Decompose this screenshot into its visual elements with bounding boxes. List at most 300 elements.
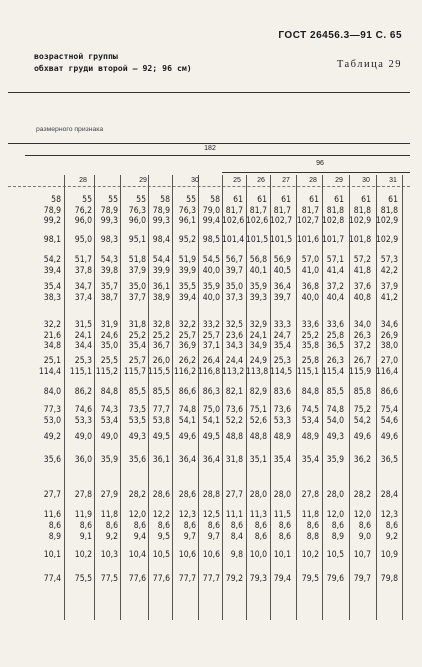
cell-value: 34,6 (380, 320, 398, 330)
cell-value: 95,2 (178, 235, 196, 245)
table-cell (34, 532, 61, 543)
cell-value: 31,5 (74, 320, 92, 330)
cell-value: 61 (257, 195, 267, 205)
table-cell (148, 195, 170, 227)
cell-value: 9,4 (133, 532, 146, 542)
cell-value: 8,6 (48, 520, 61, 531)
cell-value: 49,0 (74, 432, 92, 442)
cell-value: 38,9 (152, 292, 170, 303)
table-cell (34, 195, 61, 227)
table-cell (296, 432, 319, 443)
cell-value: 54,6 (380, 415, 398, 426)
cell-value: 84,8 (100, 387, 118, 397)
cell-value: 24,7 (273, 330, 291, 341)
table-cell (322, 455, 344, 466)
cell-value: 86,2 (74, 387, 92, 397)
table-cell (222, 432, 243, 443)
table-cell (95, 320, 118, 352)
cell-value: 9,1 (79, 532, 92, 542)
table-cell (270, 235, 291, 246)
table-cell (67, 432, 92, 443)
table-cell (95, 532, 118, 543)
table-cell (198, 532, 220, 543)
table-cell (270, 255, 291, 276)
table-cell (67, 532, 92, 543)
cell-value: 25,7 (202, 330, 220, 341)
cell-value: 81,8 (353, 205, 371, 216)
table-cell (246, 532, 267, 543)
cell-value: 31,9 (100, 320, 118, 330)
table-cell (322, 510, 344, 531)
cell-value: 35,9 (202, 282, 220, 292)
cell-value: 39,4 (43, 265, 61, 276)
cell-value: 78,9 (100, 205, 118, 216)
table-cell (222, 550, 243, 561)
cell-value: 25,5 (100, 356, 118, 366)
cell-value: 35,1 (249, 455, 267, 465)
table-cell (296, 490, 319, 501)
table-cell (270, 490, 291, 501)
cell-value: 24,1 (249, 330, 267, 341)
cell-value: 39,7 (273, 292, 291, 303)
cell-value: 36,9 (178, 341, 196, 352)
cell-value: 75,4 (380, 405, 398, 415)
cell-value: 28,4 (380, 490, 398, 500)
cell-value: 78,9 (152, 205, 170, 216)
cell-value: 33,6 (301, 320, 319, 330)
table-cell (120, 387, 146, 398)
cell-value: 41,8 (353, 265, 371, 276)
cell-value: 99,3 (152, 216, 170, 227)
table-cell (120, 490, 146, 501)
table-cell (172, 532, 196, 543)
cell-value: 36,4 (202, 455, 220, 465)
cell-value: 35,5 (178, 282, 196, 292)
table-cell (296, 510, 319, 531)
cell-value: 11,8 (100, 510, 118, 520)
cell-value: 40,0 (202, 292, 220, 303)
cell-value: 96,0 (128, 216, 146, 227)
table-cell (376, 432, 398, 443)
cell-value: 35,6 (128, 455, 146, 465)
table-cell (296, 320, 319, 352)
cell-value: 53,5 (128, 415, 146, 426)
cell-value: 52,6 (249, 415, 267, 426)
cell-value: 115,2 (95, 366, 118, 377)
cell-value: 27,9 (100, 490, 118, 500)
cell-value: 98,5 (202, 235, 220, 245)
cell-value: 8,6 (278, 532, 291, 542)
cell-value: 40,0 (202, 265, 220, 276)
table-cell (222, 532, 243, 543)
cell-value: 113,8 (246, 366, 269, 377)
cell-value: 35,4 (301, 455, 319, 465)
subtitle-line-1: возрастной группы (34, 51, 118, 61)
table-cell (376, 320, 398, 352)
cell-value: 52,2 (225, 415, 243, 426)
table-cell (222, 510, 243, 531)
cell-value: 57,3 (380, 255, 398, 265)
cell-value: 9,0 (358, 532, 371, 542)
table-cell (296, 405, 319, 426)
top-rule (8, 92, 410, 93)
table-cell (198, 574, 220, 585)
table-cell (222, 255, 243, 276)
table-cell (349, 405, 371, 426)
cell-value: 79,0 (202, 205, 220, 216)
cell-value: 8,9 (331, 532, 344, 542)
cell-value: 21,6 (43, 330, 61, 341)
cell-value: 27,7 (225, 490, 243, 500)
cell-value: 53,4 (100, 415, 118, 426)
table-cell (148, 356, 170, 377)
cell-value: 8,6 (254, 520, 267, 531)
table-cell (148, 550, 170, 561)
cell-value: 28,6 (178, 490, 196, 500)
cell-value: 56,9 (273, 255, 291, 265)
cell-value: 41,2 (380, 292, 398, 303)
cell-value: 53,3 (273, 415, 291, 426)
cell-value: 37,8 (74, 265, 92, 276)
cell-value: 73,6 (225, 405, 243, 415)
header-rule-2 (25, 155, 410, 156)
table-cell (198, 282, 220, 303)
cell-value: 35,4 (273, 455, 291, 465)
table-cell (246, 235, 267, 246)
cell-value: 31,8 (128, 320, 146, 330)
table-cell (349, 282, 371, 303)
table-cell (246, 320, 267, 352)
table-cell (376, 550, 398, 561)
table-cell (172, 255, 196, 276)
table-cell (148, 405, 170, 426)
cell-value: 9,7 (207, 532, 220, 542)
table-cell (376, 235, 398, 246)
table-number-label: Таблица 29 (336, 59, 402, 70)
table-cell (148, 235, 170, 246)
cell-value: 10,1 (43, 550, 61, 560)
table-cell (34, 320, 61, 352)
column-header: 31 (389, 177, 397, 184)
table-cell (246, 455, 267, 466)
table-cell (198, 255, 220, 276)
table-cell (246, 405, 267, 426)
chest-96-group-label: 96 (316, 160, 324, 167)
table-cell (95, 510, 118, 531)
cell-value: 36,1 (152, 282, 170, 292)
cell-value: 96,1 (178, 216, 196, 227)
cell-value: 57,0 (301, 255, 319, 265)
cell-value: 25,3 (273, 356, 291, 366)
table-cell (95, 195, 118, 227)
cell-value: 74,5 (301, 405, 319, 415)
table-cell (198, 356, 220, 377)
cell-value: 116,2 (173, 366, 196, 377)
table-cell (172, 356, 196, 377)
table-cell (246, 282, 267, 303)
cell-value: 8,6 (358, 520, 371, 531)
cell-value: 35,9 (326, 455, 344, 465)
cell-value: 75,1 (249, 405, 267, 415)
cell-value: 41,0 (301, 265, 319, 276)
table-cell (120, 320, 146, 352)
cell-value: 81,7 (249, 205, 267, 216)
table-cell (95, 574, 118, 585)
table-cell (376, 356, 398, 377)
column-header: 27 (282, 177, 290, 184)
cell-value: 35,0 (225, 282, 243, 292)
cell-value: 101,4 (222, 235, 245, 245)
cell-value: 49,0 (100, 432, 118, 442)
table-cell (198, 510, 220, 531)
cell-value: 49,5 (152, 432, 170, 442)
cell-value: 83,6 (273, 387, 291, 397)
cell-value: 34,8 (43, 341, 61, 352)
cell-value: 85,5 (128, 387, 146, 397)
cell-value: 37,7 (128, 292, 146, 303)
cell-value: 8,6 (133, 520, 146, 531)
table-cell (222, 405, 243, 426)
cell-value: 28,6 (152, 490, 170, 500)
cell-value: 95,1 (128, 235, 146, 245)
cell-value: 39,7 (225, 265, 243, 276)
cell-value: 37,2 (353, 341, 371, 352)
table-cell (95, 550, 118, 561)
table-cell (270, 574, 291, 585)
cell-value: 79,7 (353, 574, 371, 584)
cell-value: 9,2 (385, 532, 398, 542)
cell-value: 37,9 (128, 265, 146, 276)
table-cell (376, 387, 398, 398)
table-cell (148, 574, 170, 585)
cell-value: 36,5 (326, 341, 344, 352)
table-cell (222, 195, 243, 227)
table-cell (34, 387, 61, 398)
cell-value: 99,2 (43, 216, 61, 227)
table-cell (172, 550, 196, 561)
table-cell (322, 550, 344, 561)
table-cell (270, 550, 291, 561)
cell-value: 102,8 (322, 216, 345, 227)
cell-value: 24,6 (100, 330, 118, 341)
table-cell (95, 405, 118, 426)
table-cell (198, 550, 220, 561)
cell-value: 34,4 (74, 341, 92, 352)
cell-value: 48,8 (249, 432, 267, 442)
table-cell (95, 255, 118, 276)
cell-value: 12,0 (326, 510, 344, 520)
cell-value: 8,6 (157, 520, 170, 531)
cell-value: 79,5 (301, 574, 319, 584)
table-cell (296, 356, 319, 377)
cell-value: 54,1 (202, 415, 220, 426)
cell-value: 81,8 (380, 205, 398, 216)
cell-value: 25,7 (178, 330, 196, 341)
cell-value: 56,7 (225, 255, 243, 265)
column-header: 28 (309, 177, 317, 184)
cell-value: 101,6 (296, 235, 319, 245)
cell-value: 35,4 (43, 282, 61, 292)
cell-value: 55 (136, 195, 146, 205)
cell-value: 26,9 (380, 330, 398, 341)
cell-value: 10,6 (178, 550, 196, 560)
cell-value: 36,2 (353, 455, 371, 465)
cell-value: 26,4 (202, 356, 220, 366)
cell-value: 8,8 (306, 532, 319, 542)
cell-value: 34,0 (353, 320, 371, 330)
cell-value: 49,6 (353, 432, 371, 442)
cell-value: 54,2 (43, 255, 61, 265)
cell-value: 8,6 (385, 520, 398, 531)
cell-value: 10,2 (301, 550, 319, 560)
cell-value: 101,5 (246, 235, 269, 245)
cell-value: 55 (108, 195, 118, 205)
cell-value: 81,7 (301, 205, 319, 216)
table-cell (198, 490, 220, 501)
cell-value: 24,4 (225, 356, 243, 366)
cell-value: 56,8 (249, 255, 267, 265)
cell-value: 53,4 (301, 415, 319, 426)
cell-value: 75,0 (202, 405, 220, 415)
table-cell (120, 255, 146, 276)
cell-value: 61 (309, 195, 319, 205)
cell-value: 74,3 (100, 405, 118, 415)
cell-value: 99,3 (100, 216, 118, 227)
cell-value: 57,1 (326, 255, 344, 265)
cell-value: 86,3 (202, 387, 220, 397)
cell-value: 77,4 (43, 574, 61, 584)
cell-value: 115,9 (349, 366, 372, 377)
table-cell (349, 490, 371, 501)
table-cell (148, 490, 170, 501)
table-cell (198, 387, 220, 398)
table-cell (172, 432, 196, 443)
cell-value: 41,4 (326, 265, 344, 276)
table-cell (120, 356, 146, 377)
column-header: 29 (335, 177, 343, 184)
cell-value: 37,4 (74, 292, 92, 303)
table-cell (34, 405, 61, 426)
cell-value: 33,2 (202, 320, 220, 330)
cell-value: 11,6 (43, 510, 61, 520)
cell-value: 82,9 (249, 387, 267, 397)
cell-value: 49,6 (178, 432, 196, 442)
cell-value: 27,8 (301, 490, 319, 500)
table-cell (222, 490, 243, 501)
table-cell (349, 550, 371, 561)
cell-value: 8,9 (48, 532, 61, 542)
cell-value: 115,1 (69, 366, 92, 377)
param-label: размерного признака (36, 126, 104, 133)
table-cell (95, 387, 118, 398)
table-cell (270, 195, 291, 227)
table-cell (120, 510, 146, 531)
cell-value: 79,3 (249, 574, 267, 584)
table-cell (246, 510, 267, 531)
table-cell (322, 490, 344, 501)
cell-value: 35,0 (100, 341, 118, 352)
table-cell (376, 510, 398, 531)
table-cell (67, 405, 92, 426)
cell-value: 61 (361, 195, 371, 205)
table-cell (148, 432, 170, 443)
table-cell (34, 550, 61, 561)
cell-value: 8,6 (331, 520, 344, 531)
table-cell (120, 235, 146, 246)
cell-value: 116,4 (376, 366, 399, 377)
table-cell (222, 320, 243, 352)
table-cell (67, 387, 92, 398)
cell-value: 10,3 (100, 550, 118, 560)
table-cell (376, 532, 398, 543)
cell-value: 8,6 (306, 520, 319, 531)
cell-value: 9,5 (157, 532, 170, 542)
cell-value: 36,5 (380, 455, 398, 465)
table-cell (246, 387, 267, 398)
header-rule-1 (8, 143, 410, 144)
table-cell (95, 490, 118, 501)
cell-value: 35,6 (43, 455, 61, 465)
table-cell (296, 282, 319, 303)
cell-value: 49,6 (380, 432, 398, 442)
table-cell (120, 574, 146, 585)
cell-value: 40,5 (273, 265, 291, 276)
cell-value: 85,5 (152, 387, 170, 397)
chest-92-group-label: 182 (204, 145, 216, 152)
table-cell (172, 510, 196, 531)
cell-value: 77,5 (100, 574, 118, 584)
table-cell (172, 405, 196, 426)
cell-value: 37,6 (353, 282, 371, 292)
cell-value: 61 (334, 195, 344, 205)
table-cell (198, 432, 220, 443)
cell-value: 79,6 (326, 574, 344, 584)
table-cell (270, 532, 291, 543)
cell-value: 74,8 (326, 405, 344, 415)
table-cell (222, 282, 243, 303)
cell-value: 98,4 (152, 235, 170, 245)
cell-value: 32,8 (152, 320, 170, 330)
cell-value: 35,0 (128, 282, 146, 292)
table-cell (296, 455, 319, 466)
cell-value: 36,7 (152, 341, 170, 352)
cell-value: 26,0 (152, 356, 170, 366)
cell-value: 25,2 (301, 330, 319, 341)
table-cell (222, 387, 243, 398)
table-cell (296, 387, 319, 398)
table-cell (296, 195, 319, 227)
table-cell (296, 550, 319, 561)
column-divider (64, 175, 65, 620)
cell-value: 8,4 (230, 532, 243, 542)
cell-value: 57,2 (353, 255, 371, 265)
table-cell (322, 320, 344, 352)
cell-value: 73,5 (128, 405, 146, 415)
cell-value: 48,9 (273, 432, 291, 442)
cell-value: 10,5 (152, 550, 170, 560)
table-cell (222, 574, 243, 585)
cell-value: 11,9 (74, 510, 92, 520)
cell-value: 8,6 (230, 520, 243, 531)
cell-value: 38,7 (100, 292, 118, 303)
cell-value: 81,8 (326, 205, 344, 216)
table-cell (349, 387, 371, 398)
cell-value: 84,8 (301, 387, 319, 397)
table-cell (34, 574, 61, 585)
table-cell (322, 356, 344, 377)
cell-value: 28,0 (249, 490, 267, 500)
cell-value: 10,9 (380, 550, 398, 560)
